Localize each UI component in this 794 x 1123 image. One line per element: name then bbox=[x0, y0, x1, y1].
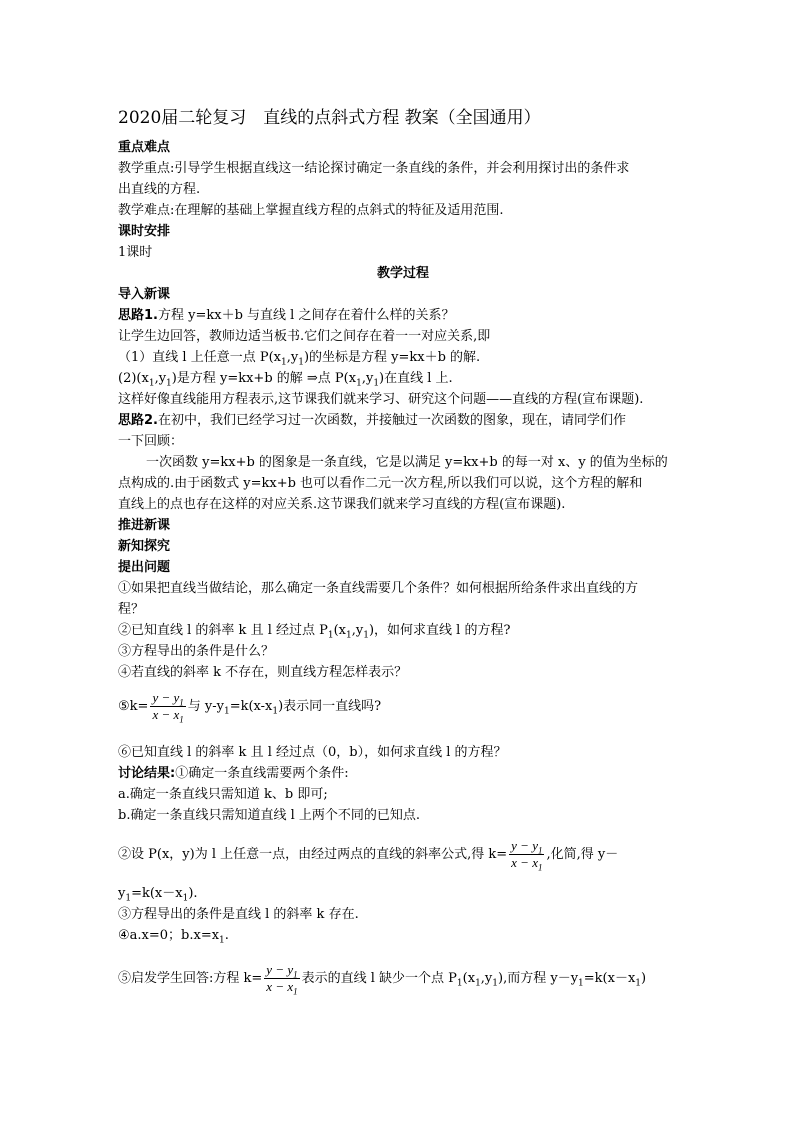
idea2-label: 思路2. bbox=[118, 413, 158, 428]
teaching-focus: 教学重点:引导学生根据直线这一结论探讨确定一条直线的条件，并会利用探讨出的条件求 bbox=[118, 161, 630, 176]
heading-new-lesson: 推进新课 bbox=[118, 518, 171, 533]
teaching-difficulty: 教学难点:在理解的基础上掌握直线方程的点斜式的特征及适用范围. bbox=[118, 203, 504, 218]
idea1-text: 方程 y=kx＋b 与直线 l 之间存在着什么样的关系？ bbox=[157, 308, 455, 323]
heading-explore: 新知探究 bbox=[118, 539, 171, 554]
idea1-line bbox=[118, 305, 688, 326]
discussion-label: 讨论结果: bbox=[118, 766, 176, 781]
heading-questions: 提出问题 bbox=[118, 560, 171, 575]
idea1-line2: 让学生边回答，教师边适当板书.它们之间存在着一一对应关系,即 bbox=[118, 329, 491, 344]
idea2-line: 思路2.在初中，我们已经学习过一次函数，并接触过一次函数的图象，现在，请同学们作 bbox=[118, 413, 626, 428]
slope-fraction: $\frac{y - y_1}{x - x_1}$ bbox=[152, 690, 184, 725]
page-title: 2020届二轮复习 直线的点斜式方程 教案（全国通用） bbox=[118, 108, 541, 128]
idea1-line5: 这样好像直线能用方程表示,这节课我们就来学习、研究这个问题——直线的方程(宣布课题). bbox=[118, 392, 644, 407]
idea1-line3: （1）直线 l 上任意一点 $P(x_1,y_1)$的坐标是方程 y=kx＋b 的解. bbox=[118, 350, 481, 368]
idea2-line2: 一下回顾： bbox=[118, 434, 184, 449]
idea1-label: 思路1. bbox=[118, 308, 158, 323]
question-1: ①如果把直线当做结论，那么确定一条直线需要几个条件？如何根据所给条件求出直线的方 bbox=[118, 581, 639, 596]
idea2-line4: 点构成的.由于函数式 y=kx+b 也可以看作二元一次方程,所以我们可以说，这个方程的解和 bbox=[118, 476, 643, 491]
heading-teaching-process: 教学过程 bbox=[376, 266, 429, 281]
discussion-3: ③方程导出的条件是直线 l 的斜率 k 存在. bbox=[118, 907, 359, 922]
schedule-value: 1课时 bbox=[118, 245, 153, 260]
question-4: ④若直线的斜率 k 不存在，则直线方程怎样表示？ bbox=[118, 665, 408, 680]
discussion-b: b.确定一条直线只需知道直线 l 上两个不同的已知点. bbox=[118, 808, 421, 823]
idea2-line3: 一次函数 y=kx+b 的图象是一条直线，它是以满足 y=kx+b 的每一对 x、y 的值为坐标的 bbox=[146, 455, 668, 470]
heading-intro: 导入新课 bbox=[118, 287, 171, 302]
heading-schedule: 课时安排 bbox=[118, 224, 171, 239]
discussion-5: ⑤启发学生回答:方程 k= $\frac{y - y_1}{x - x_1}$ 表示的直线 l 缺少一个点 $P_1(x_1,y_1)$,而方程 $y-y_1=k(x-x_1)$ bbox=[118, 962, 647, 997]
discussion-2-cont: $y_1=k(x-x_1)$. ③方程导出的条件是直线 l 的斜率 k 存在. ④a.x=0；$b.x=x_1$. bbox=[118, 883, 688, 946]
discussion-4: ④a.x=0；$b.x=x_1$. bbox=[118, 928, 229, 946]
question-6: ⑥已知直线 l 的斜率 k 且 l 经过点（0，b），如何求直线 l 的方程？ bbox=[118, 745, 507, 760]
question-2: ②已知直线 l 的斜率 k 且 l 经过点 $P_1(x_1,y_1)$，如何求直线 l 的方程? bbox=[118, 623, 511, 641]
question-5: ⑤k= $\frac{y - y_1}{x - x_1}$ 与 $y-y_1=k(x-x_1)$表示同一直线吗? bbox=[118, 690, 382, 725]
teaching-focus-cont: 出直线的方程. bbox=[118, 182, 201, 197]
discussion-2: ②设 P(x，y)为 l 上任意一点，由经过两点的直线的斜率公式,得 k= $\frac{y - y_1}{x - x_1}$ ,化简,得 y－ bbox=[118, 838, 619, 873]
discussion-1: 讨论结果:①确定一条直线需要两个条件: bbox=[118, 766, 349, 781]
question-3: ③方程导出的条件是什么？ bbox=[118, 644, 275, 659]
idea2-line5: 直线上的点也存在这样的对应关系.这节课我们就来学习直线的方程(宣布课题). bbox=[118, 497, 566, 512]
discussion-a: a.确定一条直线只需知道 k、b 即可; bbox=[118, 787, 328, 802]
questions-6-and-discussion bbox=[118, 742, 688, 826]
idea1-line4: $(2)(x_1,y_1)$是方程 y=kx+b 的解 ⇒点 $P(x_1,y_1)$在直线 l 上. bbox=[118, 371, 453, 389]
heading-key-points: 重点难点 bbox=[118, 140, 171, 155]
key-points-section bbox=[118, 137, 688, 683]
slope-fraction: $\frac{y - y_1}{x - x_1}$ bbox=[266, 962, 298, 997]
slope-fraction: $\frac{y - y_1}{x - x_1}$ bbox=[511, 838, 543, 873]
question-1-cont: 程？ bbox=[118, 602, 145, 617]
